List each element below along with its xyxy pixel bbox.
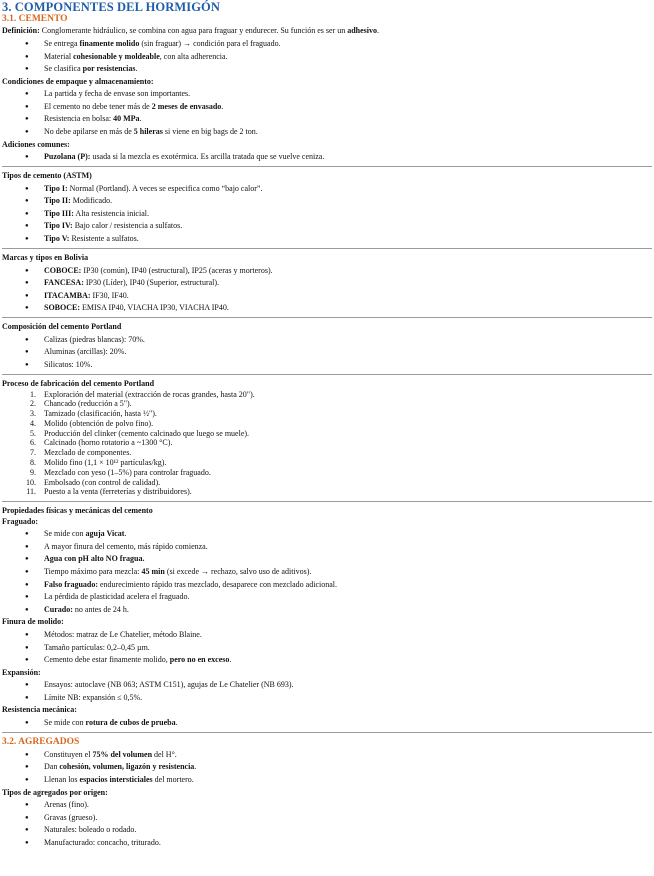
list-item-bold: rotura de cubos de prueba (85, 717, 176, 727)
list-item (2, 89, 652, 99)
list-item-text: Manufacturado: concacho, triturado. (44, 837, 161, 847)
list-item (2, 209, 652, 219)
definition-list (2, 39, 652, 74)
numbered-step (2, 458, 652, 468)
list-item-bold: espacios intersticiales (79, 775, 153, 785)
list-item-text: Gravas (grueso). (44, 812, 98, 822)
step-number: 5. (30, 428, 36, 438)
adiciones-list (2, 152, 652, 162)
proceso-label: Proceso de fabricación del cemento Portland (2, 379, 155, 388)
page-title: 3. COMPONENTES DEL HORMIGÓN (2, 0, 220, 14)
finura-label: Finura de molido: (2, 617, 64, 627)
numbered-step (2, 468, 652, 478)
list-item-bold: cohesión, volumen, ligazón y resistencia (59, 762, 195, 772)
step-number: 10. (26, 477, 36, 487)
definition-end: . (377, 26, 380, 35)
list-item-bold: 75% del volumen (92, 749, 153, 759)
step-text: Molido (obtención de polvo fino). (44, 418, 154, 428)
list-item (2, 152, 652, 162)
list-item (2, 750, 652, 760)
list-item-bold: Tipo I: (44, 183, 68, 193)
numbered-step (2, 399, 652, 409)
list-item-text: Métodos: matraz de Le Chatelier, método Blaine. (44, 629, 202, 639)
resistencia-list (2, 718, 652, 728)
list-item (2, 64, 652, 74)
list-item-text: del H°. (152, 749, 177, 759)
step-number: 11. (26, 487, 36, 497)
list-item-bold: Tipo II: (44, 196, 71, 206)
list-item-bold: FANCESA: (44, 278, 84, 288)
list-item (2, 567, 652, 577)
list-item-text: Constituyen el (44, 749, 93, 759)
section-divider (2, 374, 652, 375)
list-item-text: Límite NB: expansión ≤ 0,5%. (44, 692, 143, 702)
propiedades-label: Propiedades físicas y mecánicas del cemento (2, 506, 153, 516)
list-item (2, 114, 652, 124)
numbered-step (2, 390, 652, 400)
list-item-text: Se clasifica (44, 64, 83, 74)
numbered-step (2, 487, 652, 497)
section-heading-agregados: 3.2. AGREGADOS (2, 736, 80, 747)
list-item (2, 680, 652, 690)
origen-label: Tipos de agregados por origen: (2, 787, 108, 797)
list-item (2, 838, 652, 848)
list-item-text: EMISA IP40, VIACHA IP30, VIACHA IP40. (80, 303, 229, 313)
list-item-text: Naturales: boleado o rodado. (44, 825, 137, 835)
list-item-bold: Tipo IV: (44, 221, 73, 231)
resistencia-label: Resistencia mecánica: (2, 705, 77, 715)
list-item (2, 221, 652, 231)
list-item (2, 196, 652, 206)
list-item-bold: pero no en exceso (169, 655, 230, 665)
tipos-list (2, 184, 652, 244)
fraguado-label: Fraguado: (2, 516, 38, 526)
list-item (2, 655, 652, 665)
empaque-list (2, 89, 652, 137)
list-item-text: Resistencia en bolsa: (44, 114, 114, 124)
definition-paragraph (2, 25, 652, 37)
list-item-text: Tiempo máximo para mezcla: (44, 567, 142, 577)
list-item (2, 800, 652, 810)
list-item-bold: Puzolana (P): (44, 152, 91, 162)
numbered-step (2, 419, 652, 429)
list-item-text: IP30 (Líder), IP40 (Superior, estructural). (83, 278, 220, 288)
numbered-step (2, 448, 652, 458)
list-item-bold: por resistencias (82, 64, 136, 74)
list-item-text: Arenas (fino). (44, 800, 89, 810)
list-item-text: del mortero. (152, 775, 194, 785)
list-item-bold: 5 hileras (133, 127, 163, 137)
step-number: 7. (30, 448, 36, 458)
list-item-text: si viene en big bags de 2 ton. (162, 127, 258, 137)
list-item (2, 693, 652, 703)
proceso-list (2, 390, 652, 498)
list-item-text: (si excede → rechazo, salvo uso de aditivos). (164, 567, 312, 577)
list-item-text: . (175, 717, 178, 727)
list-item-text: . (194, 762, 197, 772)
list-item-text: . (229, 655, 232, 665)
numbered-step (2, 438, 652, 448)
section-divider (2, 732, 652, 733)
step-number: 6. (30, 438, 36, 448)
list-item (2, 39, 652, 49)
list-item-text: Se mide con (44, 717, 86, 727)
list-item-bold: Tipo III: (44, 208, 74, 218)
list-item-bold: SOBOCE: (44, 303, 81, 313)
list-item-text: . (135, 64, 138, 74)
list-item-bold: Falso fraguado: (44, 579, 98, 589)
list-item-bold: 2 meses de envasado (151, 101, 222, 111)
step-text: Mezclado con yeso (1–5%) para controlar fraguado. (44, 467, 211, 477)
step-text: Exploración del material (extracción de rocas grandes, hasta 20"). (44, 389, 255, 399)
step-number: 9. (30, 467, 36, 477)
list-item-text: No debe apilarse en más de (44, 127, 134, 137)
section-divider (2, 501, 652, 502)
step-text: Producción del clinker (cemento calcinado que luego se muele). (44, 428, 250, 438)
list-item (2, 529, 652, 539)
list-item (2, 291, 652, 301)
finura-list (2, 630, 652, 665)
list-item (2, 303, 652, 313)
step-number: 4. (30, 418, 36, 428)
list-item-text: Se entrega (44, 39, 80, 48)
list-item-text: , con alta adherencia. (159, 51, 228, 61)
list-item (2, 184, 652, 194)
list-item-text: usada si la mezcla es exotérmica. Es arcilla tratada que se vuelve ceniza. (90, 152, 325, 162)
list-item-text: Tamaño partículas: 0,2–0,45 µm. (44, 642, 150, 652)
numbered-step (2, 409, 652, 419)
list-item-text: . (221, 101, 224, 111)
section-divider (2, 248, 652, 249)
list-item-text: Dan (44, 762, 60, 772)
step-text: Mezclado de componentes. (44, 448, 132, 458)
list-item (2, 542, 652, 552)
list-item-text: Normal (Portland). A veces se especifica como “bajo calor”. (67, 183, 263, 193)
list-item (2, 775, 652, 785)
step-text: Tamizado (clasificación, hasta ½"). (44, 409, 157, 419)
step-text: Puesto a la venta (ferreterías y distribuidores). (44, 487, 192, 497)
list-item-text: Aluminas (arcillas): 20%. (44, 347, 127, 357)
list-item-text: Cemento debe estar finamente molido, (44, 655, 170, 665)
empaque-label: Condiciones de empaque y almacenamiento: (2, 76, 154, 86)
list-item (2, 643, 652, 653)
origen-list (2, 800, 652, 848)
list-item (2, 266, 652, 276)
list-item-text: Se mide con (44, 529, 86, 539)
list-item (2, 592, 652, 602)
step-number: 8. (30, 458, 36, 468)
list-item (2, 278, 652, 288)
list-item-bold: COBOCE: (44, 265, 82, 275)
list-item-text: Material (44, 51, 74, 61)
list-item-bold: Tipo V: (44, 234, 70, 244)
definition-label: Definición: (2, 26, 40, 35)
list-item (2, 580, 652, 590)
fraguado-list (2, 529, 652, 615)
list-item-text: Alta resistencia inicial. (73, 208, 149, 218)
list-item-bold: 40 MPa (113, 114, 140, 124)
list-item (2, 127, 652, 137)
list-item-text: (sin fraguar) → condición para el fraguado. (139, 39, 281, 48)
expansion-label: Expansión: (2, 667, 41, 677)
list-item-bold: finamente molido (79, 39, 140, 48)
list-item-text: Resistente a sulfatos. (69, 234, 139, 244)
composicion-label: Composición del cemento Portland (2, 322, 122, 332)
list-item-bold: aguja Vicat (85, 529, 125, 539)
list-item (2, 718, 652, 728)
list-item-text: Bajo calor / resistencia a sulfatos. (72, 221, 183, 231)
list-item-bold: ITACAMBA: (44, 290, 91, 300)
list-item (2, 813, 652, 823)
list-item (2, 605, 652, 615)
list-item-text: no antes de 24 h. (72, 604, 129, 614)
list-item-text: La pérdida de plasticidad acelera el fraguado. (44, 592, 190, 602)
list-item (2, 347, 652, 357)
step-text: Chancado (reducción a 5"). (44, 399, 132, 409)
tipos-label: Tipos de cemento (ASTM) (2, 171, 92, 181)
list-item-bold: 45 min (141, 567, 165, 577)
list-item-bold: Agua con pH alto NO fragua. (44, 554, 145, 564)
list-item-text: Calizas (piedras blancas): 70%. (44, 334, 145, 344)
step-text: Calcinado (horno rotatorio a ~1300 °C). (44, 438, 173, 448)
list-item (2, 234, 652, 244)
definition-text: Conglomerante hidráulico, se combina con agua para fraguar y endurecer. Su función es ser un (39, 26, 348, 35)
list-item (2, 335, 652, 345)
marcas-label: Marcas y tipos en Bolivia (2, 253, 89, 263)
list-item-text: Modificado. (70, 196, 113, 206)
section-heading-cemento: 3.1. CEMENTO (2, 14, 68, 24)
list-item (2, 825, 652, 835)
list-item-text: A mayor finura del cemento, más rápido comienza. (44, 541, 208, 551)
list-item (2, 360, 652, 370)
step-text: Molido fino (1,1 × 10¹² partículas/kg). (44, 458, 167, 468)
list-item-text: Silicatos: 10%. (44, 360, 93, 369)
list-item (2, 52, 652, 62)
marcas-list (2, 266, 652, 314)
list-item (2, 102, 652, 112)
step-number: 1. (30, 389, 36, 399)
list-item-text: . (124, 529, 127, 539)
agregados-list (2, 750, 652, 785)
list-item-text: La partida y fecha de envase son importantes. (44, 89, 191, 99)
numbered-step (2, 478, 652, 488)
list-item (2, 554, 652, 564)
definition-bold: adhesivo (347, 26, 378, 35)
list-item-text: Llenan los (44, 775, 80, 785)
list-item (2, 630, 652, 640)
list-item-text: El cemento no debe tener más de (44, 101, 152, 111)
list-item-text: IF30, IF40. (90, 290, 129, 300)
list-item-text: IP30 (común), IP40 (estructural), IP25 (aceras y morteros). (81, 265, 273, 275)
list-item-text: Ensayos: autoclave (NB 063; ASTM C151), agujas de Le Chatelier (NB 693). (44, 680, 294, 690)
expansion-list (2, 680, 652, 703)
adiciones-label: Adiciones comunes: (2, 139, 70, 149)
section-divider (2, 317, 652, 318)
numbered-step (2, 429, 652, 439)
step-number: 2. (30, 399, 36, 409)
composicion-list (2, 335, 652, 370)
list-item (2, 762, 652, 772)
list-item-bold: Curado: (44, 604, 73, 614)
section-divider (2, 166, 652, 167)
list-item-text: . (139, 114, 142, 124)
list-item-text: endurecimiento rápido tras mezclado, desaparece con mezclado adicional. (98, 579, 337, 589)
step-number: 3. (30, 409, 36, 419)
list-item-bold: cohesionable y moldeable (73, 51, 160, 61)
step-text: Embolsado (con control de calidad). (44, 477, 161, 487)
